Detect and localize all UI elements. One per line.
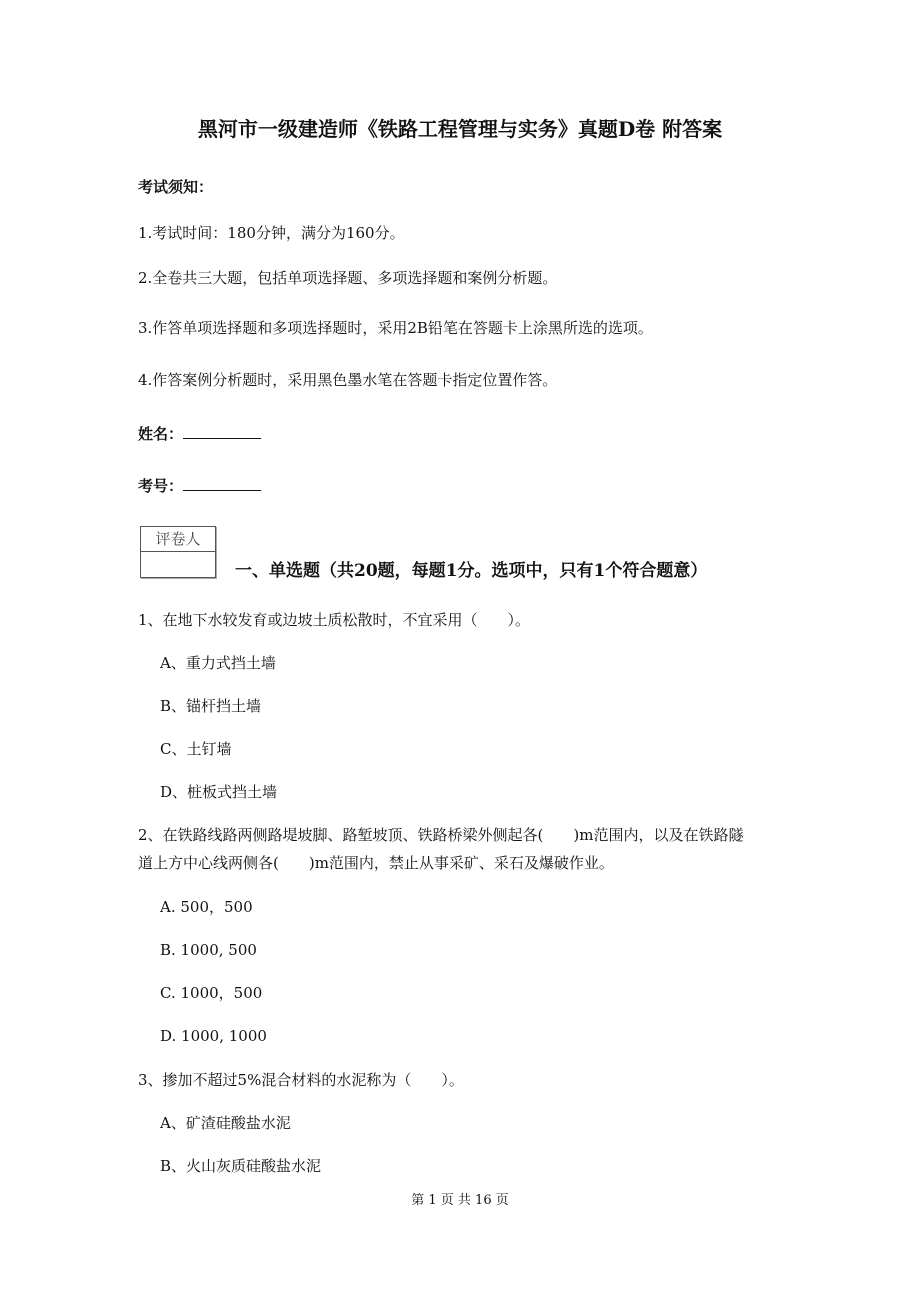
id-field bbox=[138, 476, 261, 496]
notice-item: 2.全卷共三大题，包括单项选择题、多项选择题和案例分析题。 bbox=[138, 269, 558, 287]
question-stem: 3、掺加不超过5%混合材料的水泥称为（ ）。 bbox=[138, 1071, 464, 1089]
question-stem: 2、在铁路线路两侧路堤坡脚、路堑坡顶、铁路桥梁外侧起各( )m范围内，以及在铁路隧 bbox=[138, 826, 744, 844]
name-label: 姓名： bbox=[138, 425, 184, 443]
option: C、土钉墙 bbox=[160, 740, 232, 758]
page-footer: 第 1 页 共 16 页 bbox=[411, 1193, 509, 1208]
option: A、重力式挡土墙 bbox=[160, 654, 276, 672]
name-blank bbox=[183, 424, 261, 439]
option: A、矿渣硅酸盐水泥 bbox=[160, 1114, 291, 1132]
name-field bbox=[138, 424, 261, 444]
option: B、火山灰质硅酸盐水泥 bbox=[160, 1157, 322, 1175]
notice-item: 4.作答案例分析题时，采用黑色墨水笔在答题卡指定位置作答。 bbox=[138, 371, 558, 389]
grader-label: 评卷人 bbox=[141, 527, 215, 552]
question-stem: 1、在地下水较发育或边坡土质松散时，不宜采用（ ）。 bbox=[138, 611, 531, 629]
id-label: 考号： bbox=[138, 477, 184, 495]
section-heading: 一、单选题（共20题，每题1分。选项中，只有1个符合题意） bbox=[235, 561, 708, 581]
option: D、桩板式挡土墙 bbox=[160, 783, 278, 801]
document-title: 黑河市一级建造师《铁路工程管理与实务》真题D卷 附答案 bbox=[197, 117, 723, 141]
grader-box bbox=[140, 526, 216, 578]
option: C. 1000，500 bbox=[160, 984, 263, 1002]
id-blank bbox=[183, 476, 261, 491]
option: D. 1000, 1000 bbox=[160, 1027, 267, 1045]
option: A. 500，500 bbox=[160, 898, 253, 916]
option: B. 1000, 500 bbox=[160, 941, 257, 959]
notice-item: 3.作答单项选择题和多项选择题时，采用2B铅笔在答题卡上涂黑所选的选项。 bbox=[138, 319, 653, 337]
option: B、锚杆挡土墙 bbox=[160, 697, 262, 715]
question-stem: 道上方中心线两侧各( )m范围内，禁止从事采矿、采石及爆破作业。 bbox=[138, 854, 614, 872]
notice-heading: 考试须知： bbox=[138, 178, 214, 196]
notice-item: 1.考试时间：180分钟，满分为160分。 bbox=[138, 224, 405, 242]
